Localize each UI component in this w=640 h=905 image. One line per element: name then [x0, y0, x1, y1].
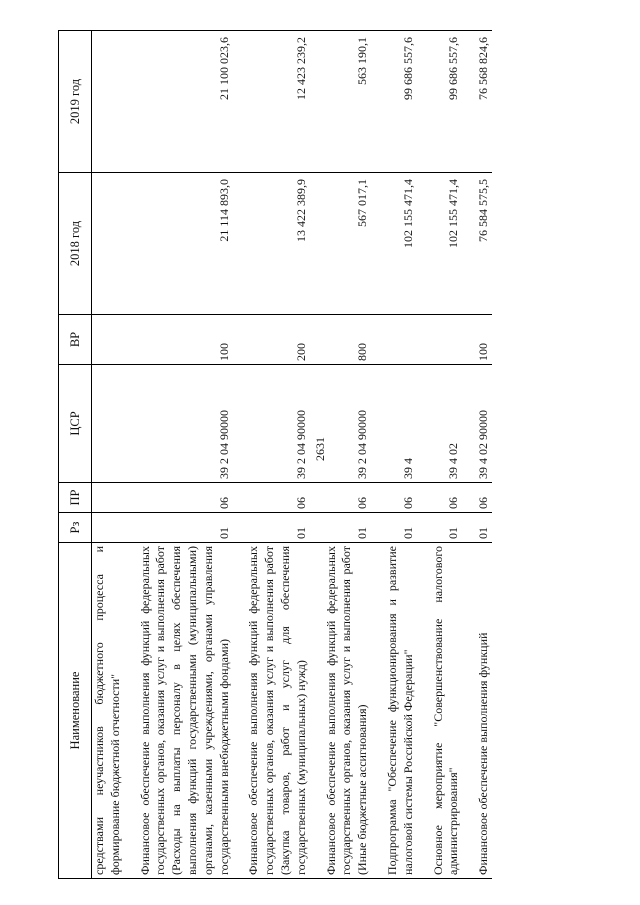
row-rz	[92, 513, 124, 543]
row-spacer	[124, 31, 138, 879]
header-row	[59, 31, 92, 879]
table-row	[385, 31, 417, 879]
header-csr: ЦСР	[59, 365, 92, 483]
row-rz: 01	[431, 513, 463, 543]
row-name: Основное мероприятие "Совершенствование налогового администрирования"	[431, 543, 463, 879]
row-vr	[431, 315, 463, 365]
row-vr: 100	[138, 315, 233, 365]
row-rz: 01	[324, 513, 371, 543]
row-pr: 06	[138, 483, 233, 513]
row-spacer	[232, 31, 246, 879]
row-vr	[385, 315, 417, 365]
row-csr: 39 2 04 90000	[324, 365, 371, 483]
row-2018: 76 584 575,5	[476, 173, 492, 315]
header-2019: 2019 год	[59, 31, 92, 173]
row-2019: 21 100 023,6	[138, 31, 233, 173]
header-rz: Рз	[59, 513, 92, 543]
row-csr: 39 2 04 90000	[246, 365, 309, 483]
table-row	[92, 31, 124, 879]
row-pr: 06	[431, 483, 463, 513]
row-spacer	[462, 31, 476, 879]
row-vr	[92, 315, 124, 365]
table-row	[476, 31, 492, 879]
row-pr: 06	[385, 483, 417, 513]
row-rz: 01	[476, 513, 492, 543]
row-csr: 39 4 02	[431, 365, 463, 483]
row-pr: 06	[246, 483, 309, 513]
row-2019: 99 686 557,6	[431, 31, 463, 173]
row-name: Финансовое обеспечение выполнения функций федеральных государственных органов, оказания услуг и выполнения работ (Закупка товаров, работ и услуг для обеспечения государственных (муниципальных) нужд)	[246, 543, 309, 879]
row-name: Подпрограмма "Обеспечение функционирования и развитие налоговой системы Российской Федерации"	[385, 543, 417, 879]
table-row	[138, 31, 233, 879]
row-name: Финансовое обеспечение выполнения функций федеральных государственных органов, оказания услуг и выполнения работ (Иные бюджетные ассигнования)	[324, 543, 371, 879]
row-csr	[92, 365, 124, 483]
row-vr: 100	[476, 315, 492, 365]
row-spacer	[310, 31, 324, 879]
rotated-document	[58, 31, 598, 879]
row-name: Финансовое обеспечение выполнения функций федеральных государственных органов, оказания услуг и выполнения работ (Расходы на выплаты персоналу в целях обеспечения выполнения функций государственными (муниципальными) органами, казенными учреждениями, органами управления государственными внебюджетными фондами)	[138, 543, 233, 879]
row-name: Финансовое обеспечение выполнения функций	[476, 543, 492, 879]
header-name: Наименование	[59, 543, 92, 879]
table-row	[246, 31, 309, 879]
row-rz: 01	[246, 513, 309, 543]
row-2019: 99 686 557,6	[385, 31, 417, 173]
row-2018	[92, 173, 124, 315]
row-name: средствами неучастников бюджетного процесса и формирование бюджетной отчетности"	[92, 543, 124, 879]
table-row	[431, 31, 463, 879]
row-pr: 06	[476, 483, 492, 513]
row-spacer	[417, 31, 431, 879]
row-csr: 39 2 04 90000	[138, 365, 233, 483]
row-2019: 76 568 824,6	[476, 31, 492, 173]
header-2018: 2018 год	[59, 173, 92, 315]
row-csr: 39 4 02 90000	[476, 365, 492, 483]
header-pr: ПР	[59, 483, 92, 513]
row-rz: 01	[385, 513, 417, 543]
row-pr: 06	[324, 483, 371, 513]
budget-table	[58, 30, 492, 879]
row-2019: 563 190,1	[324, 31, 371, 173]
row-rz: 01	[138, 513, 233, 543]
row-2018: 21 114 893,0	[138, 173, 233, 315]
header-vr: ВР	[59, 315, 92, 365]
table-row	[324, 31, 371, 879]
row-2018: 567 017,1	[324, 173, 371, 315]
row-csr: 39 4	[385, 365, 417, 483]
row-pr	[92, 483, 124, 513]
row-2019: 12 423 239,2	[246, 31, 309, 173]
page-number: 2631	[313, 437, 327, 461]
row-vr: 800	[324, 315, 371, 365]
row-vr: 200	[246, 315, 309, 365]
row-2018: 102 155 471,4	[385, 173, 417, 315]
row-2018: 102 155 471,4	[431, 173, 463, 315]
row-spacer	[371, 31, 385, 879]
row-2018: 13 422 389,9	[246, 173, 309, 315]
row-2019	[92, 31, 124, 173]
